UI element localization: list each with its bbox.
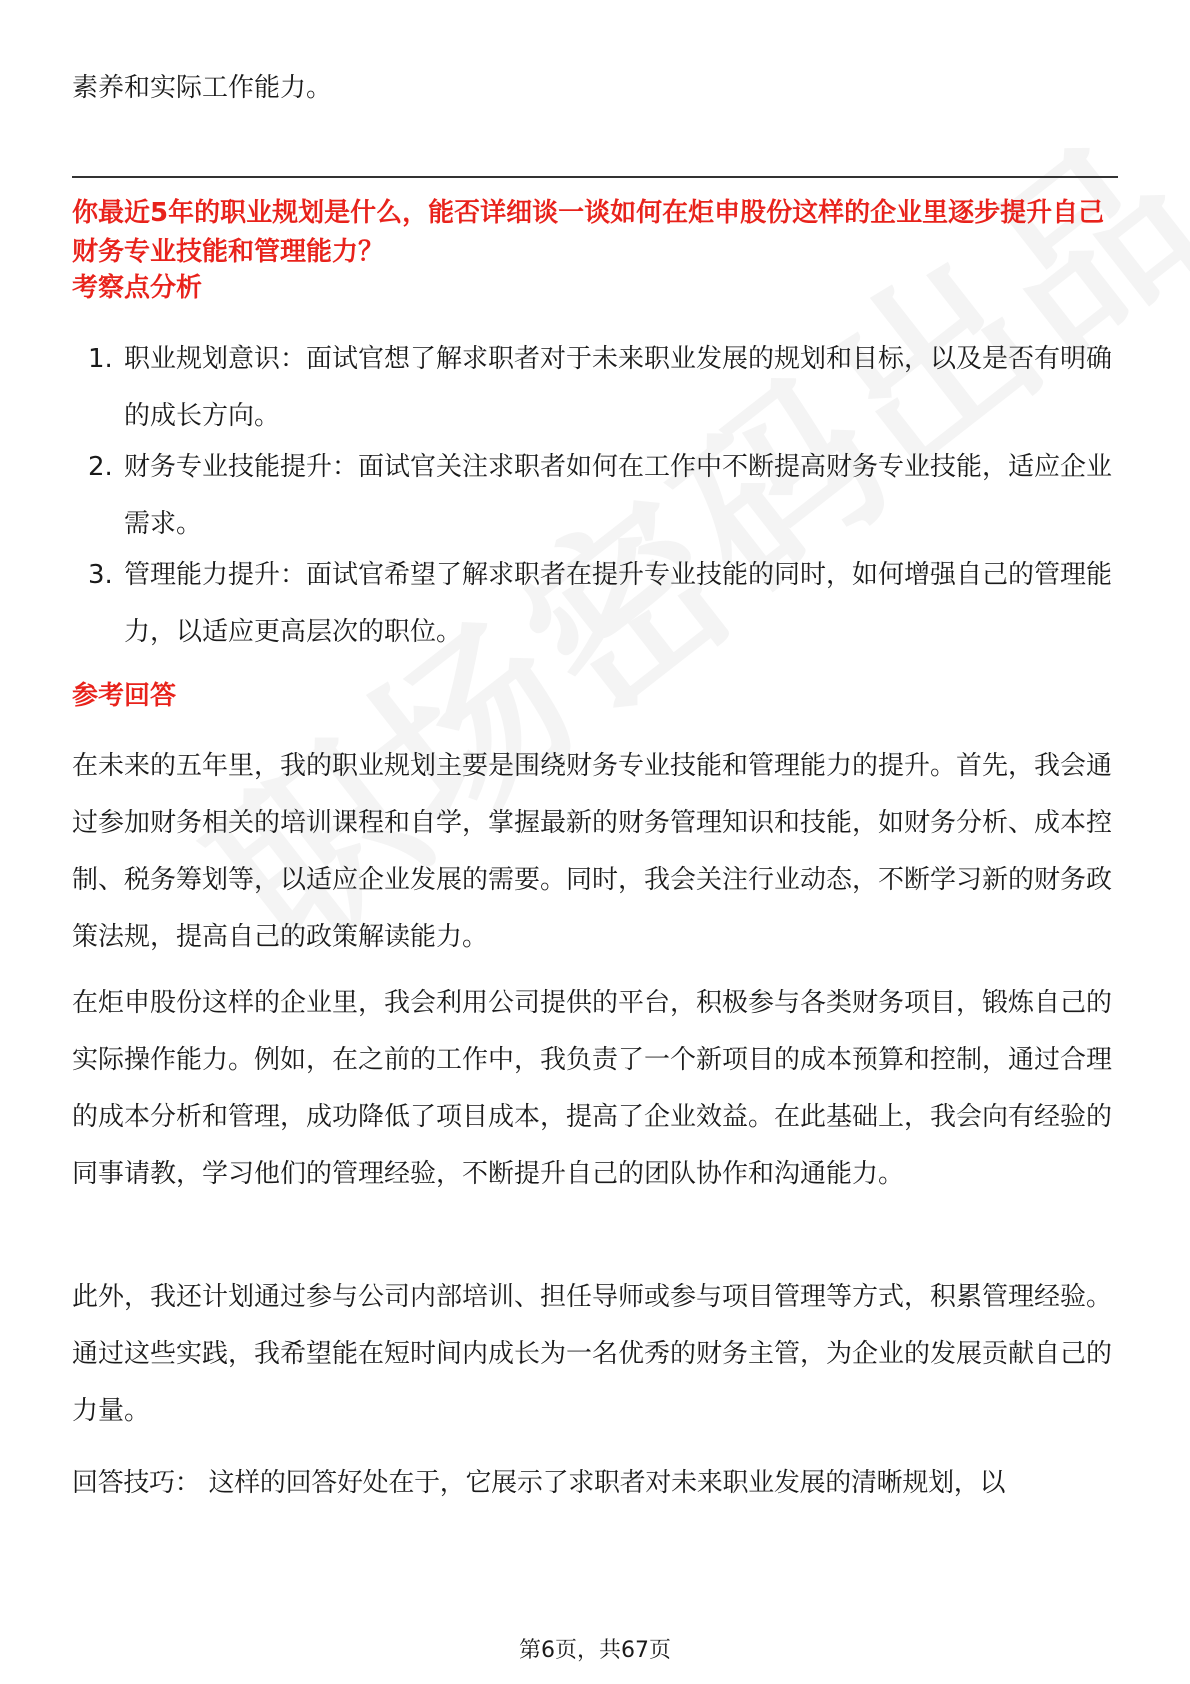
list-item [72,439,1118,547]
question-title: 你最近5年的职业规划是什么，能否详细谈一谈如何在炬申股份这样的企业里逐步提升自己财务专业技能和管理能力？ [72,198,1105,267]
list-item [72,331,1118,439]
answer-paragraph: 在未来的五年里，我的职业规划主要是围绕财务专业技能和管理能力的提升。首先，我会通过参加财务相关的培训课程和自学，掌握最新的财务管理知识和技能，如财务分析、成本控制、税务筹划等，以适应企业发展的需要。同时，我会关注行业动态，不断学习新的财务政策法规，提高自己的政策解读能力。 [72,751,1113,952]
analysis-heading: 考察点分析 [72,273,203,303]
list-item-number: 1. [88,344,113,374]
list-item-number: 2. [88,452,113,482]
list-item-number: 3. [88,560,113,590]
intro-tail-text: 素养和实际工作能力。 [72,73,333,103]
answer-paragraph: 在炬申股份这样的企业里，我会利用公司提供的平台，积极参与各类财务项目，锻炼自己的实际操作能力。例如，在之前的工作中，我负责了一个新项目的成本预算和控制，通过合理的成本分析和管理，成功降低了项目成本，提高了企业效益。在此基础上，我会向有经验的同事请教，学习他们的管理经验，不断提升自己的团队协作和沟通能力。 [72,988,1113,1189]
analysis-list [72,331,1118,655]
list-item-text: 职业规划意识：面试官想了解求职者对于未来职业发展的规划和目标，以及是否有明确的成长方向。 [124,344,1113,431]
answer-paragraph: 此外，我还计划通过参与公司内部培训、担任导师或参与项目管理等方式，积累管理经验。通过这些实践，我希望能在短时间内成长为一名优秀的财务主管，为企业的发展贡献自己的力量。 [72,1282,1113,1426]
list-item [72,547,1118,655]
section-divider [72,176,1118,178]
page-number-footer: 第6页，共67页 [519,1638,671,1663]
list-item-text: 财务专业技能提升：面试官关注求职者如何在工作中不断提高财务专业技能，适应企业需求。 [124,452,1113,539]
answer-heading: 参考回答 [72,681,177,711]
answer-tips-text: 回答技巧： 这样的回答好处在于，它展示了求职者对未来职业发展的清晰规划，以 [72,1468,1006,1498]
list-item-text: 管理能力提升：面试官希望了解求职者在提升专业技能的同时，如何增强自己的管理能力，以适应更高层次的职位。 [124,560,1113,647]
